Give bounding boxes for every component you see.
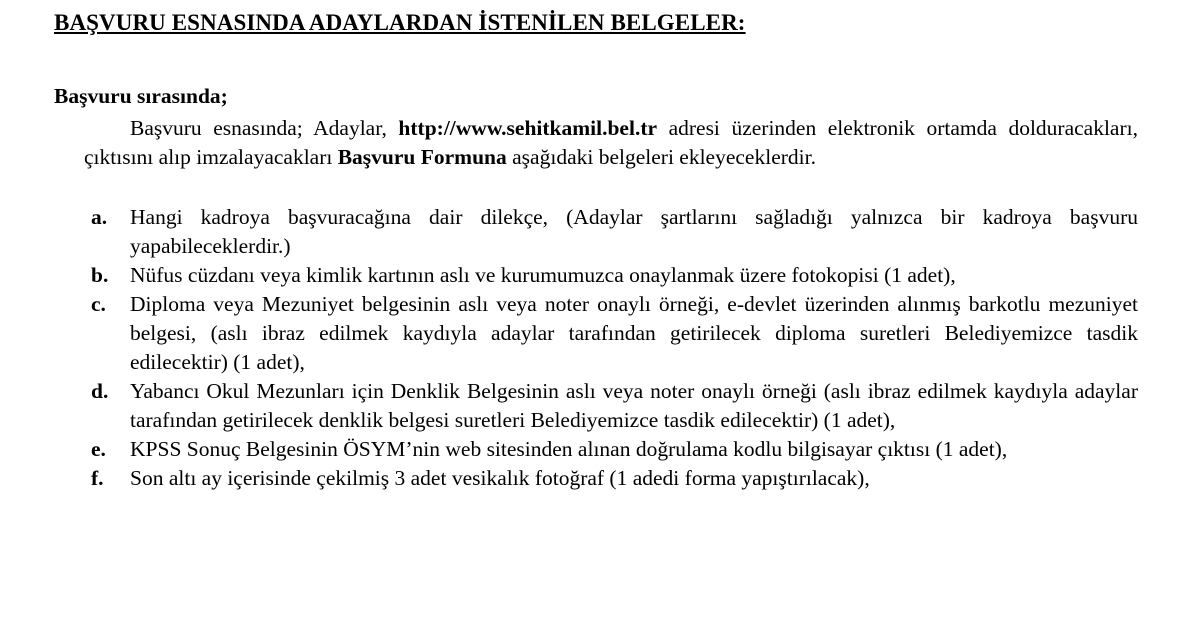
list-item bbox=[84, 435, 1138, 464]
list-item-text: Diploma veya Mezuniyet belgesinin aslı veya noter onaylı örneği, e-devlet üzerinden alınmış barkotlu mezuniyet belgesi, (aslı ibraz edilmek kaydıyla adaylar tarafından getirilecek diploma suretleri Belediyemizce tasdik edilecektir) (1 adet), bbox=[130, 292, 1138, 374]
form-name: Başvuru Formuna bbox=[337, 145, 507, 169]
intro-paragraph bbox=[84, 114, 1138, 172]
intro-text-1: Başvuru esnasında; Adaylar, bbox=[130, 116, 399, 140]
list-item-marker: d. bbox=[91, 379, 109, 403]
list-item-marker: e. bbox=[91, 437, 106, 461]
list-item bbox=[84, 290, 1138, 377]
intro-text-2: adresi üzerinden elektronik ortamda dolduracakları, çıktısını alıp imzalayacakları bbox=[84, 116, 1138, 169]
list-item-text: Hangi kadroya başvuracağına dair dilekçe, (Adaylar şartlarını sağladığı yalnızca bir kadroya başvuru yapabileceklerdir.) bbox=[130, 205, 1138, 258]
list-item-text: Son altı ay içerisinde çekilmiş 3 adet vesikalık fotoğraf (1 adedi forma yapıştırılacak), bbox=[130, 466, 870, 490]
list-item bbox=[84, 261, 1138, 290]
website-url: http://www.sehitkamil.bel.tr bbox=[398, 116, 658, 140]
list-item bbox=[84, 203, 1138, 261]
list-item-marker: b. bbox=[91, 263, 109, 287]
intro-text-3: aşağıdaki belgeleri ekleyeceklerdir. bbox=[506, 145, 816, 169]
list-item-marker: c. bbox=[91, 292, 106, 316]
required-documents-list bbox=[84, 203, 1138, 493]
list-item-marker: f. bbox=[91, 466, 104, 490]
list-item bbox=[84, 464, 1138, 493]
document-title: BAŞVURU ESNASINDA ADAYLARDAN İSTENİLEN BELGELER: bbox=[54, 10, 746, 35]
list-item-marker: a. bbox=[91, 205, 108, 229]
list-item-text: Nüfus cüzdanı veya kimlik kartının aslı ve kurumumuzca onaylanmak üzere fotokopisi (1 adet), bbox=[130, 263, 956, 287]
list-item-text: KPSS Sonuç Belgesinin ÖSYM’nin web sitesinden alınan doğrulama kodlu bilgisayar çıktısı (1 adet), bbox=[130, 437, 1008, 461]
list-item-text: Yabancı Okul Mezunları için Denklik Belgesinin aslı veya noter onaylı örneği (aslı ibraz edilmek kaydıyla adaylar tarafından getirilecek denklik belgesi suretleri Belediyemizce tasdik edilecektir) (1 adet), bbox=[130, 379, 1138, 432]
section-subheading: Başvuru sırasında; bbox=[54, 84, 228, 108]
list-item bbox=[84, 377, 1138, 435]
